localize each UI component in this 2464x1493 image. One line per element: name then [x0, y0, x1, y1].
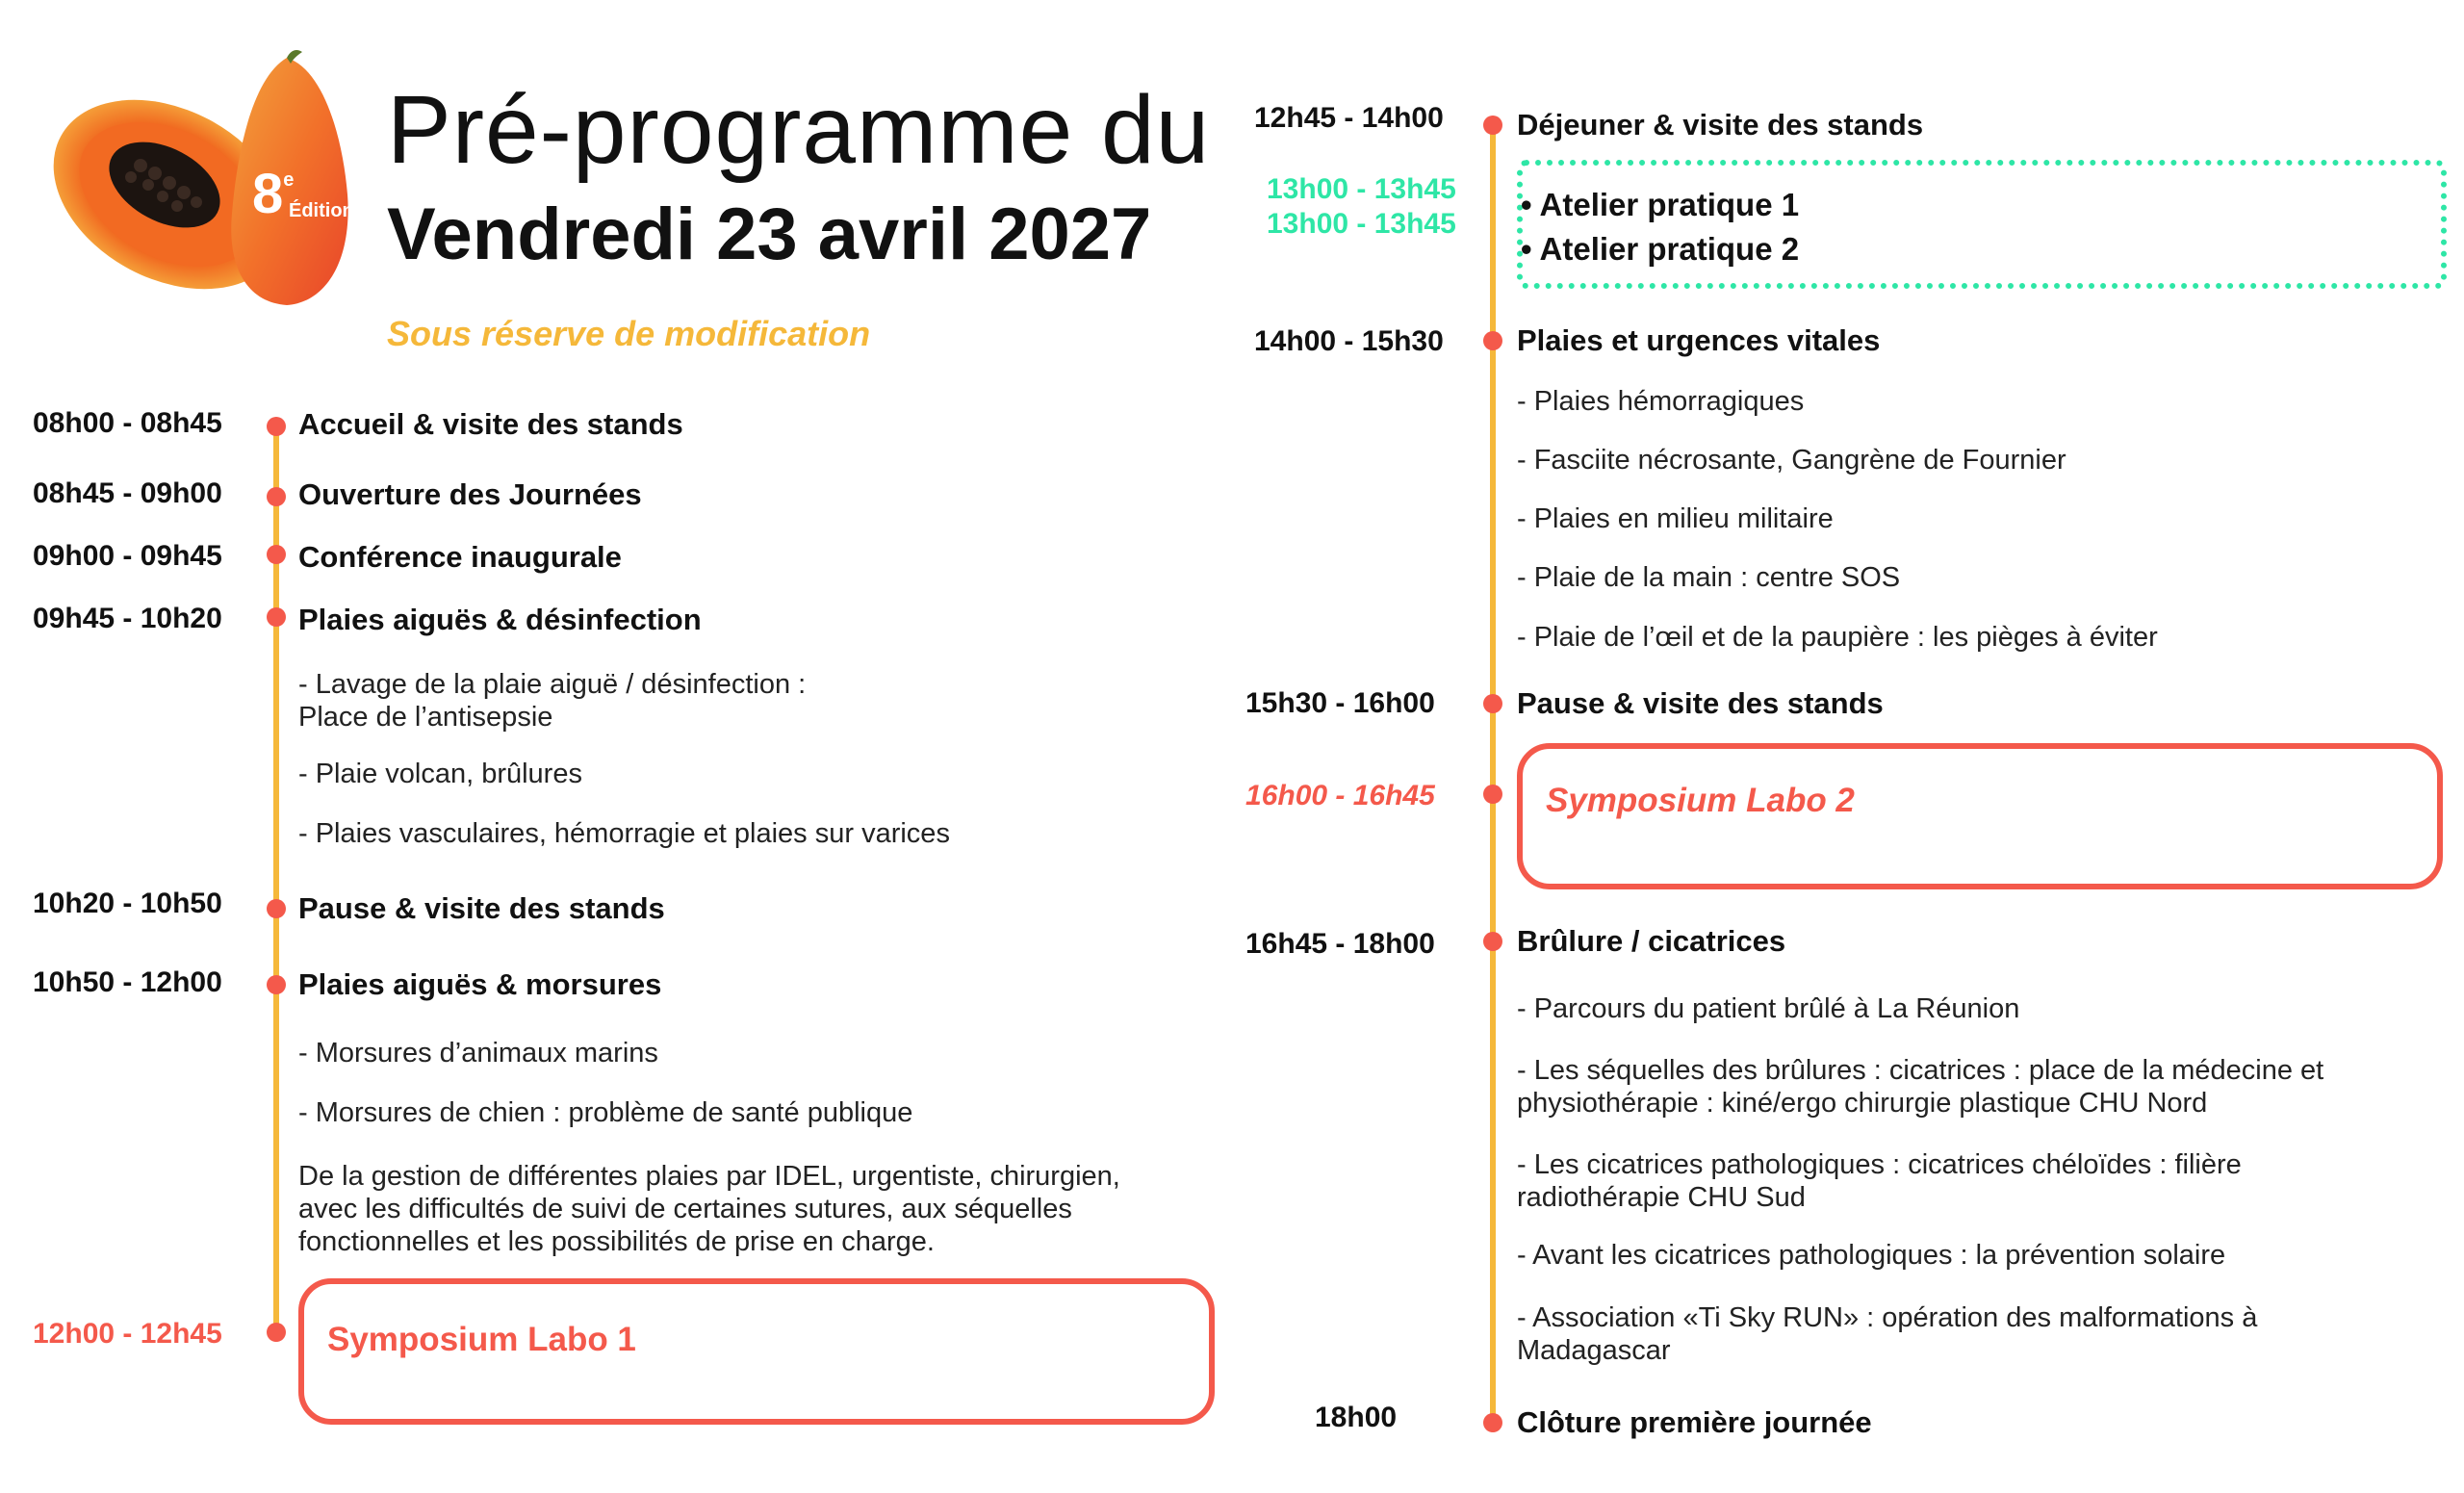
timeline-dot	[1483, 116, 1502, 135]
session-item: physiothérapie : kiné/ergo chirurgie plastique CHU Nord	[1517, 1088, 2208, 1119]
session-item: - Morsures de chien : problème de santé publique	[298, 1097, 913, 1128]
timeline-dot	[267, 487, 286, 506]
session-title: Plaies et urgences vitales	[1517, 323, 1881, 357]
session-item: - Plaie de l’œil et de la paupière : les pièges à éviter	[1517, 622, 2158, 653]
session-title: Pause & visite des stands	[298, 891, 665, 925]
time-1530: 15h30 - 16h00	[1245, 687, 1435, 719]
time-1050: 10h50 - 12h00	[33, 966, 222, 998]
timeline-dot	[267, 545, 286, 564]
timeline-dot	[267, 975, 286, 994]
timeline-dot	[267, 417, 286, 436]
time-1020: 10h20 - 10h50	[33, 888, 222, 919]
session-item: - Les cicatrices pathologiques : cicatrices chéloïdes : filière	[1517, 1149, 2242, 1180]
session-title: Conférence inaugurale	[298, 540, 622, 574]
timeline-dot	[1483, 694, 1502, 713]
atelier-item	[1521, 231, 1799, 268]
session-item: Place de l’antisepsie	[298, 702, 553, 733]
atelier-title: Atelier pratique 2	[1539, 231, 1800, 267]
timeline-dot	[1483, 785, 1502, 804]
session-item: - Morsures d’animaux marins	[298, 1038, 658, 1068]
bullet: •	[1521, 187, 1532, 222]
edition-word: Édition	[289, 200, 354, 221]
timeline-dot	[1483, 331, 1502, 350]
session-title: Accueil & visite des stands	[298, 407, 683, 441]
session-item: - Plaie de la main : centre SOS	[1517, 562, 1901, 593]
symposium-label: Symposium Labo 1	[327, 1321, 636, 1358]
session-item: radiothérapie CHU Sud	[1517, 1182, 1806, 1213]
time-0900: 09h00 - 09h45	[33, 540, 222, 572]
atelier-time: 13h00 - 13h45	[1267, 173, 1456, 205]
session-item: Madagascar	[1517, 1335, 1671, 1366]
edition-number: 8	[252, 163, 284, 225]
time-1800: 18h00	[1315, 1402, 1398, 1433]
time-1400: 14h00 - 15h30	[1254, 325, 1444, 357]
session-title: Pause & visite des stands	[1517, 686, 1884, 720]
session-item: - Parcours du patient brûlé à La Réunion	[1517, 993, 2020, 1024]
edition-sup: e	[283, 169, 295, 191]
timeline-dot	[267, 1323, 286, 1342]
session-item: - Fasciite nécrosante, Gangrène de Fournier	[1517, 445, 2066, 476]
session-title: Ouverture des Journées	[298, 477, 642, 511]
time-0845: 08h45 - 09h00	[33, 477, 222, 509]
timeline-dot	[1483, 932, 1502, 951]
edition-badge	[252, 162, 354, 226]
session-title: Plaies aiguës & morsures	[298, 967, 662, 1001]
time-0800: 08h00 - 08h45	[33, 407, 222, 439]
atelier-title: Atelier pratique 1	[1539, 187, 1800, 222]
timeline-dot	[267, 899, 286, 918]
bullet: •	[1521, 231, 1532, 267]
time-1645: 16h45 - 18h00	[1245, 928, 1435, 960]
page-title-line2: Vendredi 23 avril 2027	[387, 193, 1152, 275]
atelier-item	[1521, 187, 1799, 223]
session-item: - Plaies en milieu militaire	[1517, 503, 1834, 534]
session-note: De la gestion de différentes plaies par IDEL, urgentiste, chirurgien,	[298, 1161, 1120, 1192]
session-item: - Plaies hémorragiques	[1517, 386, 1805, 417]
page-subtitle: Sous réserve de modification	[387, 314, 871, 353]
right-timeline	[1490, 123, 1496, 1427]
time-1245: 12h45 - 14h00	[1254, 102, 1444, 134]
session-note: fonctionnelles et les possibilités de prise en charge.	[298, 1226, 935, 1257]
time-1600: 16h00 - 16h45	[1245, 780, 1435, 811]
session-item: - Plaies vasculaires, hémorragie et plaies sur varices	[298, 818, 950, 849]
session-item: - Avant les cicatrices pathologiques : la prévention solaire	[1517, 1240, 2226, 1271]
session-item: - Association «Ti Sky RUN» : opération des malformations à	[1517, 1302, 2258, 1333]
symposium-label: Symposium Labo 2	[1546, 782, 1855, 819]
session-title: Brûlure / cicatrices	[1517, 924, 1786, 958]
timeline-dot	[267, 607, 286, 627]
session-item: - Lavage de la plaie aiguë / désinfection :	[298, 669, 807, 700]
papaya-icon	[35, 50, 381, 310]
timeline-dot	[1483, 1413, 1502, 1432]
time-0945: 09h45 - 10h20	[33, 603, 222, 634]
time-1200: 12h00 - 12h45	[33, 1318, 222, 1350]
session-item: - Plaie volcan, brûlures	[298, 759, 582, 789]
session-note: avec les difficultés de suivi de certaines sutures, aux séquelles	[298, 1194, 1072, 1224]
atelier-box	[1517, 160, 2447, 289]
atelier-time: 13h00 - 13h45	[1267, 208, 1456, 240]
page-title-line1: Pré-programme du	[387, 76, 1211, 184]
session-title: Déjeuner & visite des stands	[1517, 108, 1924, 142]
session-item: - Les séquelles des brûlures : cicatrices : place de la médecine et	[1517, 1055, 2324, 1086]
session-title: Clôture première journée	[1517, 1405, 1872, 1439]
session-title: Plaies aiguës & désinfection	[298, 603, 702, 636]
